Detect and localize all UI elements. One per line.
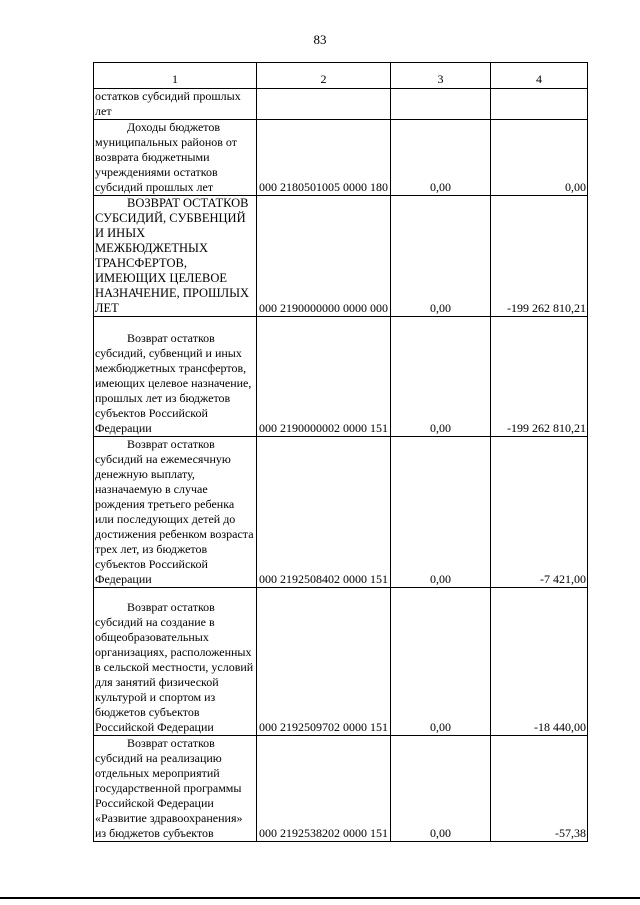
- table-row: [94, 588, 588, 736]
- row-value-col4: -57,38: [491, 736, 588, 842]
- row-value-col4: -199 262 810,21: [491, 196, 588, 317]
- budget-table: [93, 62, 588, 842]
- row-value-col4: 0,00: [491, 120, 588, 196]
- row-value-col3: 0,00: [391, 588, 491, 736]
- table-row: [94, 120, 588, 196]
- row-code: 000 2192509702 0000 151: [257, 588, 391, 736]
- table-header-row: [94, 63, 588, 89]
- row-value-col4: -7 421,00: [491, 437, 588, 588]
- row-value-col3: 0,00: [391, 196, 491, 317]
- row-value-col3: 0,00: [391, 437, 491, 588]
- column-header-2: 2: [257, 63, 391, 89]
- page-bottom-rule: [0, 897, 640, 899]
- row-value-col3: 0,00: [391, 120, 491, 196]
- table-row: [94, 317, 588, 437]
- row-value-col3: 0,00: [391, 317, 491, 437]
- table-row: [94, 736, 588, 842]
- row-name: ВОЗВРАТ ОСТАТКОВ СУБСИДИЙ, СУБВЕНЦИЙ И ИНЫХ МЕЖБЮДЖЕТНЫХ ТРАНСФЕРТОВ, ИМЕЮЩИХ ЦЕЛЕВОЕ НАЗНАЧЕНИЕ, ПРОШЛЫХ ЛЕТ: [94, 196, 257, 317]
- row-value-col3: 0,00: [391, 736, 491, 842]
- column-header-3: 3: [391, 63, 491, 89]
- row-value-col4: [491, 89, 588, 120]
- row-code: 000 2192538202 0000 151: [257, 736, 391, 842]
- row-value-col4: -199 262 810,21: [491, 317, 588, 437]
- row-name: Возврат остатков субсидий на создание в общеобразовательных организациях, расположенных в сельской местности, условий для занятий физической культурой и спортом из бюджетов субъектов Российской Федерации: [94, 588, 257, 736]
- page-number: 83: [313, 32, 327, 47]
- table-row: [94, 89, 588, 120]
- column-header-4: 4: [491, 63, 588, 89]
- row-name: Возврат остатков субсидий на реализацию отдельных мероприятий государственной программы Российской Федерации «Развитие здравоохранения» из бюджетов субъектов: [94, 736, 257, 842]
- table-row: [94, 196, 588, 317]
- row-value-col4: -18 440,00: [491, 588, 588, 736]
- row-name: остатков субсидий прошлых лет: [94, 89, 257, 120]
- row-code: 000 2190000000 0000 000: [257, 196, 391, 317]
- row-code: 000 2190000002 0000 151: [257, 317, 391, 437]
- row-value-col3: [391, 89, 491, 120]
- column-header-1: 1: [94, 63, 257, 89]
- row-name: Возврат остатков субсидий, субвенций и иных межбюджетных трансфертов, имеющих целевое назначение, прошлых лет из бюджетов субъектов Российской Федерации: [94, 317, 257, 437]
- row-code: [257, 89, 391, 120]
- row-code: 000 2192508402 0000 151: [257, 437, 391, 588]
- row-name: Возврат остатков субсидий на ежемесячную денежную выплату, назначаемую в случае рождения третьего ребенка или последующих детей до достижения ребенком возраста трех лет, из бюджетов субъектов Российской Федерации: [94, 437, 257, 588]
- row-code: 000 2180501005 0000 180: [257, 120, 391, 196]
- row-name: Доходы бюджетов муниципальных районов от возврата бюджетными учреждениями остатков субсидий прошлых лет: [94, 120, 257, 196]
- table-row: [94, 437, 588, 588]
